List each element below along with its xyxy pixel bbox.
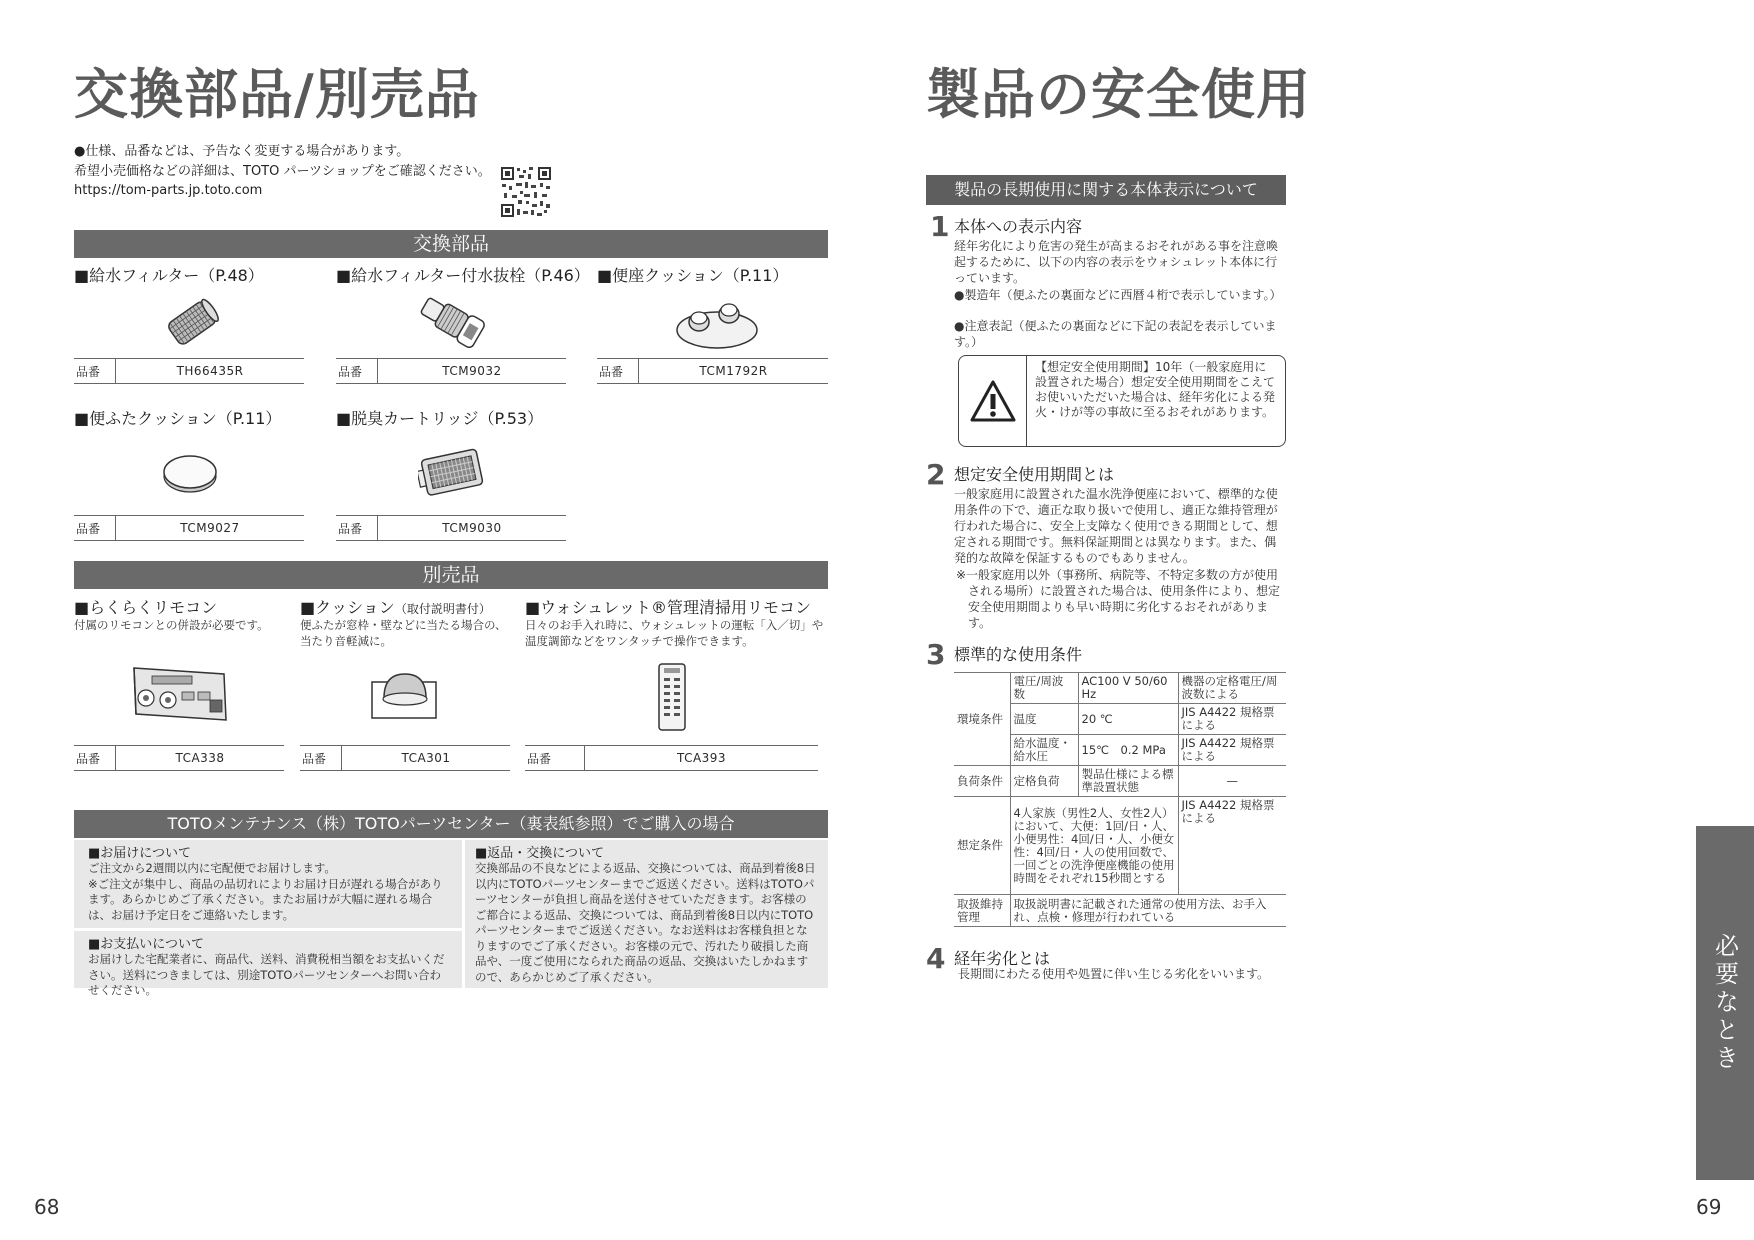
item-title-cushion-main: ■クッション [300, 598, 395, 617]
maintenance-remote-illustration [656, 662, 688, 736]
step-number: 1 [930, 210, 950, 243]
table-cell: 定格負荷 [1010, 766, 1078, 797]
item-title-maintenance-remote: ■ウォシュレット®管理清掃用リモコン [525, 598, 811, 617]
item-title-lid-cushion: ■便ふたクッション（P.11） [74, 409, 282, 428]
spec-note [74, 143, 504, 200]
table-cell: 電圧/周波数 [1010, 673, 1078, 704]
item-title-seat-cushion: ■便座クッション（P.11） [597, 266, 789, 285]
returns-box [465, 840, 828, 988]
step1-text: 経年劣化により危害の発生が高まるおそれがある事を注意喚起するために、以下の内容の表示をウォシュレット本体に行っています。 [954, 239, 1279, 285]
table-cell: 15℃ 0.2 MPa [1078, 735, 1178, 766]
part-number-row [74, 515, 304, 541]
part-number-value: TCM1792R [699, 364, 768, 378]
item-title-easy-remote: ■らくらくリモコン [74, 598, 218, 617]
table-cell: 4人家族（男性2人、女性2人）において、大便：1回/日・人、小便男性：4回/日・人、小便女性：4回/日・人の使用回数で、一回ごとの洗浄便座機能の使用時間をそれぞれ15秒間とする [1010, 797, 1178, 895]
part-number-label: 品番 [336, 359, 378, 383]
part-number-label: 品番 [525, 746, 585, 770]
table-cell: 温度 [1010, 704, 1078, 735]
long-term-use-section-header: 製品の長期使用に関する本体表示について [926, 175, 1286, 205]
load-conditions-label: 負荷条件 [954, 766, 1010, 797]
step2-text: 一般家庭用に設置された温水洗浄便座において、標準的な使用条件の下で、適正な取り扱いで使用し、適正な維持管理が行われた場合に、安全上支障なく使用できる期間として、想定される期間です。無料保証期間とは異なります。また、偶発的な故障を保証するものでもありません。 [954, 487, 1278, 565]
delivery-note: ※ご注文が集中し、商品の品切れによりお届け日が遅れる場合があります。あらかじめご了承ください。またお届けが大幅に遅れる場合は、お届け予定日をご連絡いたします。 [88, 876, 443, 922]
part-number-row [336, 358, 566, 384]
part-number-value: TCA338 [175, 751, 225, 765]
replacement-parts-header: 交換部品 [74, 230, 828, 258]
part-number-row [597, 358, 828, 384]
part-number-row [525, 745, 818, 771]
table-cell: 製品仕様による標準設置状態 [1078, 766, 1178, 797]
table-cell: JIS A4422 規格票による [1178, 735, 1286, 766]
table-cell: 機器の定格電圧/周波数による [1178, 673, 1286, 704]
part-number-row [74, 745, 284, 771]
part-number-label: 品番 [74, 516, 116, 540]
part-number-label: 品番 [74, 746, 116, 770]
item-title-cushion [300, 595, 491, 618]
side-tab-when-needed[interactable]: 必要なとき [1696, 826, 1754, 1180]
payment-text: お届けした宅配業者に、商品代、送料、消費税相当額をお支払いください。送料につきましては、別途TOTOパーツセンターへお問い合わせください。 [88, 952, 445, 997]
part-number-label: 品番 [597, 359, 639, 383]
table-cell: 給水温度・給水圧 [1010, 735, 1078, 766]
water-filter-illustration [160, 296, 224, 354]
part-number-value: TCM9032 [442, 364, 502, 378]
step-title: 経年劣化とは [954, 949, 1051, 968]
assumed-conditions-label: 想定条件 [954, 797, 1010, 895]
warning-label-box [958, 355, 1286, 447]
drain-plug-illustration [412, 290, 492, 358]
part-number-value: TCM9027 [180, 521, 240, 535]
step-title: 想定安全使用期間とは [954, 465, 1115, 484]
spec-note-line2: 希望小売価格などの詳細は、TOTO パーツショップをご確認ください。 [74, 164, 491, 179]
item-title-water-filter: ■給水フィルター（P.48） [74, 266, 264, 285]
page-title-left: 交換部品/別売品 [74, 63, 480, 126]
seat-cushion-illustration [672, 292, 762, 356]
purchase-info-header: TOTOメンテナンス（株）TOTOパーツセンター（裏表紙参照）でご購入の場合 [74, 810, 828, 838]
page-title-right: 製品の安全使用 [926, 63, 1311, 126]
part-number-value: TH66435R [176, 364, 244, 378]
item-title-cushion-sub: （取付説明書付） [394, 602, 491, 616]
item-desc-maintenance-remote: 日々のお手入れ時に、ウォシュレットの運転「入／切」や温度調節などをワンタッチで操作できます。 [525, 618, 824, 648]
deodorizer-cartridge-illustration [418, 444, 488, 504]
env-conditions-label: 環境条件 [954, 673, 1010, 766]
part-number-value: TCA393 [676, 751, 727, 765]
part-number-value: TCA301 [401, 751, 451, 765]
table-cell: JIS A4422 規格票による [1178, 704, 1286, 735]
item-desc-cushion: 便ふたが窓枠・壁などに当たる場合の、当たり音軽減に。 [300, 618, 507, 648]
step-number: 4 [926, 942, 946, 975]
delivery-text: ご注文から2週間以内に宅配便でお届けします。 [88, 861, 336, 875]
warning-label-text: 【想定安全使用期間】10年（一般家庭用に設置された場合）想定安全使用期間をこえてお使いいただいた場合は、経年劣化による発火・けが等の事故に至るおそれがあります。 [1035, 360, 1276, 419]
payment-title: ■お支払いについて [88, 937, 205, 952]
usage-conditions-table [954, 672, 1286, 927]
table-cell: JIS A4422 規格票による [1178, 797, 1286, 895]
step2-note: ※一般家庭用以外（事務所、病院等、不特定多数の方が使用される場所）に設置された場合は、使用条件により、想定安全使用期間よりも早い時期に劣化するおそれがあります。 [956, 568, 1281, 630]
maintenance-label: 取扱維持管理 [954, 895, 1010, 927]
step-title: 標準的な使用条件 [954, 645, 1083, 664]
part-number-value: TCM9030 [442, 521, 502, 535]
part-number-row [300, 745, 510, 771]
page-number-left: 68 [34, 1195, 60, 1219]
lid-cushion-illustration [160, 448, 220, 500]
item-desc-easy-remote: 付属のリモコンとの併設が必要です。 [74, 618, 269, 632]
part-number-row [74, 358, 304, 384]
returns-title: ■返品・交換について [475, 846, 605, 861]
table-cell: 取扱説明書に記載された通常の使用方法、お手入れ、点検・修理が行われている [1010, 895, 1286, 927]
item-title-drain-plug: ■給水フィルター付水抜栓（P.46） [336, 266, 590, 285]
parts-shop-url[interactable]: https://tom-parts.jp.toto.com [74, 183, 263, 198]
step4-text: 長期間にわたる使用や処置に伴い生じる劣化をいいます。 [958, 967, 1270, 981]
payment-box [74, 931, 462, 997]
returns-text: 交換部品の不良などによる返品、交換については、商品到着後8日以内にTOTOパーツセンターまでご返送ください。送料はTOTOパーツセンターが負担し商品を送付させていただきます。お客様のご都合による返品、交換については、商品到着後8日以内にTOTOパーツセンターまでご返送ください。なお送料はお客様負担となりますのでご了承ください。お客様の元で、汚れたり破損した商品や、一度ご使用になられた商品の返品、交換はいたしかねますので、あらかじめご了承ください。 [475, 861, 816, 984]
part-number-label: 品番 [336, 516, 378, 540]
page-number-right: 69 [1696, 1195, 1722, 1219]
table-cell: AC100 V 50/60 Hz [1078, 673, 1178, 704]
part-number-label: 品番 [300, 746, 342, 770]
table-cell: — [1178, 766, 1286, 797]
part-number-label: 品番 [74, 359, 116, 383]
delivery-box [74, 840, 462, 928]
easy-remote-illustration [128, 660, 232, 730]
warning-triangle-icon [959, 356, 1027, 446]
part-number-row [336, 515, 566, 541]
step1-bullet-year: ●製造年（便ふたの裏面などに西暦４桁で表示しています。） [954, 288, 1282, 302]
optional-items-header: 別売品 [74, 561, 828, 589]
step-number: 2 [926, 458, 946, 491]
cushion-illustration [370, 666, 440, 726]
step1-bullet-caution: ●注意表記（便ふたの裏面などに下記の表記を表示しています。） [954, 319, 1277, 349]
delivery-title: ■お届けについて [88, 846, 192, 861]
qr-code-icon[interactable] [500, 166, 552, 218]
table-cell: 20 ℃ [1078, 704, 1178, 735]
item-title-deodorizer-cartridge: ■脱臭カートリッジ（P.53） [336, 409, 544, 428]
step-number: 3 [926, 638, 946, 671]
spec-note-line1: ●仕様、品番などは、予告なく変更する場合があります。 [74, 144, 410, 159]
step-title: 本体への表示内容 [954, 217, 1083, 236]
